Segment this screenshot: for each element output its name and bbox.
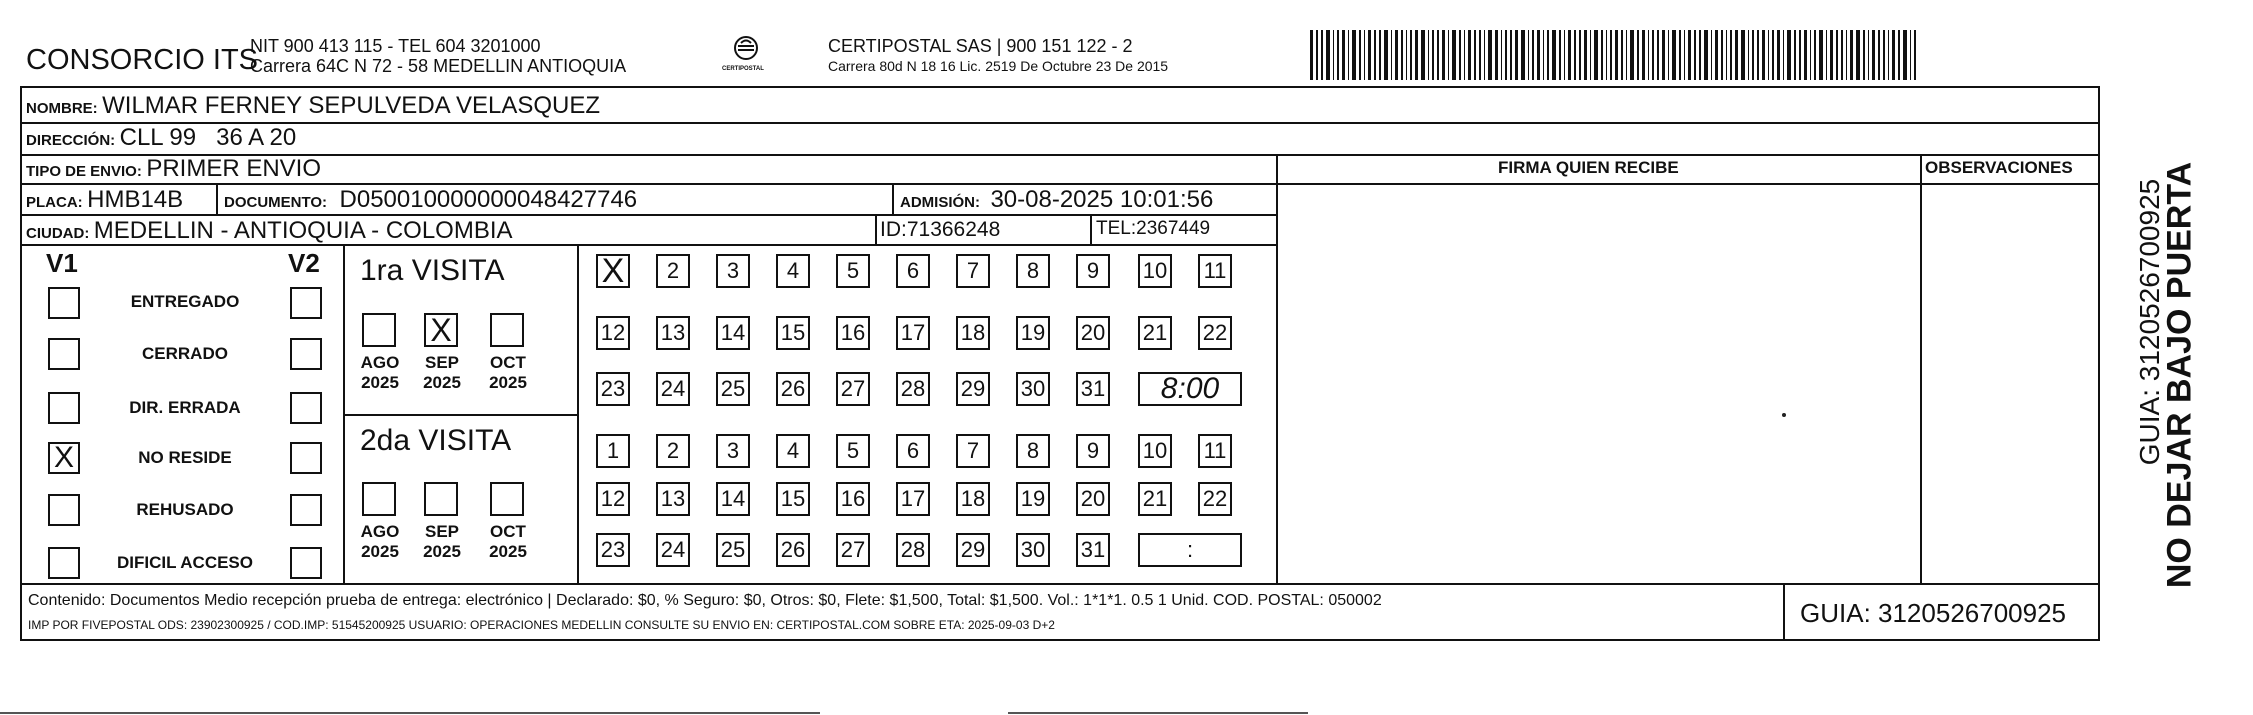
visit2-day-box[interactable]: 5 xyxy=(836,434,870,468)
barcode-bar xyxy=(1601,30,1603,80)
visit1-month-checkbox[interactable] xyxy=(490,313,524,347)
barcode-bar xyxy=(1642,30,1645,80)
logo-caption: CERTIPOSTAL xyxy=(722,66,764,72)
row-divider xyxy=(20,214,1276,216)
barcode-bar xyxy=(1374,30,1376,80)
barcode-bar xyxy=(1459,30,1461,80)
barcode-bar xyxy=(1850,30,1853,80)
barcode-bar xyxy=(1488,30,1492,80)
barcode-bar xyxy=(1626,30,1627,80)
v1-checkbox[interactable] xyxy=(48,494,80,526)
no-dejar-bajo-puerta: NO DEJAR BAJO PUERTA xyxy=(2160,161,2199,589)
observaciones-label: OBSERVACIONES xyxy=(1925,158,2073,177)
visit2-day-box[interactable]: 29 xyxy=(956,533,990,567)
month-year: 2025 xyxy=(423,373,461,392)
barcode xyxy=(1310,30,1940,80)
visit1-month-checkbox[interactable] xyxy=(362,313,396,347)
visit1-day-box[interactable]: 6 xyxy=(896,254,930,288)
visit1-month-label xyxy=(412,353,472,393)
form-frame xyxy=(20,86,2100,641)
visit1-day-box[interactable]: 2 xyxy=(656,254,690,288)
barcode-bar xyxy=(1590,30,1591,80)
barcode-bar xyxy=(1872,30,1875,80)
carrier-name-line: CERTIPOSTAL SAS | 900 151 122 - 2 xyxy=(828,36,1133,56)
barcode-bar xyxy=(1484,30,1485,80)
placa-value: HMB14B xyxy=(87,186,184,213)
barcode-bar xyxy=(1521,30,1525,80)
barcode-bar xyxy=(1428,30,1429,80)
visit2-time-box[interactable]: : xyxy=(1138,533,1242,567)
documento-value: D050010000000048427746 xyxy=(339,186,638,213)
v2-checkbox[interactable] xyxy=(290,442,322,474)
barcode-bar xyxy=(1768,30,1769,80)
visit1-day-box[interactable]: 25 xyxy=(716,372,750,406)
barcode-bar xyxy=(1474,30,1476,80)
barcode-bar xyxy=(1310,30,1313,80)
visit1-day-box[interactable]: 17 xyxy=(896,316,930,350)
visit1-month-label xyxy=(478,353,538,393)
v1-checkbox[interactable]: X xyxy=(48,442,80,474)
visit1-day-box[interactable]: 21 xyxy=(1138,316,1172,350)
visit1-day-box[interactable]: 9 xyxy=(1076,254,1110,288)
v1-checkbox[interactable] xyxy=(48,287,80,319)
barcode-bar xyxy=(1903,30,1907,80)
admision-row xyxy=(900,186,1213,214)
barcode-bar xyxy=(1437,30,1439,80)
barcode-bar xyxy=(1652,30,1654,80)
visit2-day-box[interactable]: 19 xyxy=(1016,482,1050,516)
visit1-day-box[interactable]: 4 xyxy=(776,254,810,288)
id-value: 71366248 xyxy=(906,218,1001,241)
visit1-day-box[interactable]: 28 xyxy=(896,372,930,406)
barcode-bar xyxy=(1564,30,1565,80)
visit1-day-box[interactable]: 14 xyxy=(716,316,750,350)
barcode-bar xyxy=(1352,30,1356,80)
barcode-bar xyxy=(1704,30,1708,80)
barcode-bar xyxy=(1672,30,1676,80)
visit1-title: 1ra VISITA xyxy=(360,254,505,287)
visit2-day-box[interactable]: 23 xyxy=(596,533,630,567)
v1-header: V1 xyxy=(46,248,78,278)
visit2-day-box[interactable]: 20 xyxy=(1076,482,1110,516)
barcode-bar xyxy=(1321,30,1323,80)
tipo-envio-row xyxy=(26,155,321,183)
barcode-bar xyxy=(1415,30,1418,80)
barcode-bar xyxy=(1532,30,1534,80)
visit2-day-box[interactable]: 12 xyxy=(596,482,630,516)
col-divider xyxy=(1783,583,1785,641)
barcode-bar xyxy=(1630,30,1634,80)
ciudad-row xyxy=(26,217,513,245)
barcode-bar xyxy=(1868,30,1869,80)
barcode-bar xyxy=(1495,30,1498,80)
month-name: OCT xyxy=(490,522,526,541)
visit2-day-box[interactable]: 24 xyxy=(656,533,690,567)
visit2-title: 2da VISITA xyxy=(360,424,512,457)
barcode-bar xyxy=(1836,30,1838,80)
visit2-day-box[interactable]: 26 xyxy=(776,533,810,567)
v1-checkbox[interactable] xyxy=(48,392,80,424)
tipo-envio-value: PRIMER ENVIO xyxy=(146,155,322,182)
barcode-bar xyxy=(1804,30,1807,80)
row-divider xyxy=(20,183,2100,185)
barcode-bar xyxy=(1621,30,1623,80)
footer-guia: GUIA: 3120526700925 xyxy=(1800,598,2066,628)
barcode-bar xyxy=(1762,30,1765,80)
col-divider xyxy=(216,183,218,215)
barcode-bar xyxy=(1694,30,1696,80)
visit1-day-box[interactable]: 22 xyxy=(1198,316,1232,350)
barcode-bar xyxy=(1883,30,1885,80)
visit1-day-box[interactable]: X xyxy=(596,254,630,288)
visit2-month-checkbox[interactable] xyxy=(424,482,458,516)
visit2-day-box[interactable]: 25 xyxy=(716,533,750,567)
company-address-line: Carrera 64C N 72 - 58 MEDELLIN ANTIOQUIA xyxy=(250,56,627,76)
barcode-bar xyxy=(1814,30,1816,80)
visit1-day-box[interactable]: 18 xyxy=(956,316,990,350)
status-label: DIR. ERRADA xyxy=(129,398,241,417)
visit2-day-box[interactable]: 31 xyxy=(1076,533,1110,567)
barcode-bar xyxy=(1348,30,1349,80)
barcode-bar xyxy=(1479,30,1481,80)
visit2-day-box[interactable]: 28 xyxy=(896,533,930,567)
visit2-day-box[interactable]: 16 xyxy=(836,482,870,516)
v2-checkbox[interactable] xyxy=(290,494,322,526)
barcode-bar xyxy=(1898,30,1900,80)
visit2-day-box[interactable]: 7 xyxy=(956,434,990,468)
barcode-bar xyxy=(1579,30,1581,80)
nombre-row xyxy=(26,92,600,120)
barcode-bar xyxy=(1368,30,1371,80)
visit2-day-box[interactable]: 18 xyxy=(956,482,990,516)
barcode-bar xyxy=(1863,30,1865,80)
barcode-bar xyxy=(1594,30,1598,80)
barcode-bar xyxy=(1452,30,1456,80)
barcode-bar xyxy=(1584,30,1587,80)
col-divider xyxy=(1276,154,1278,584)
v1-checkbox[interactable] xyxy=(48,338,80,370)
barcode-bar xyxy=(1395,30,1398,80)
visit1-day-box[interactable]: 3 xyxy=(716,254,750,288)
visit1-day-box[interactable]: 11 xyxy=(1198,254,1232,288)
barcode-bar xyxy=(1610,30,1612,80)
month-name: AGO xyxy=(360,353,400,372)
month-year: 2025 xyxy=(489,373,527,392)
v2-checkbox[interactable] xyxy=(290,547,322,579)
barcode-bar xyxy=(1316,30,1318,80)
barcode-bar xyxy=(1391,30,1392,80)
visit2-day-box[interactable]: 11 xyxy=(1198,434,1232,468)
barcode-bar xyxy=(1442,30,1445,80)
barcode-bar xyxy=(1432,30,1434,80)
col-divider xyxy=(875,214,877,245)
visit1-day-box[interactable]: 15 xyxy=(776,316,810,350)
barcode-bar xyxy=(1515,30,1518,80)
month-name: AGO xyxy=(360,522,400,541)
visit2-day-box[interactable]: 22 xyxy=(1198,482,1232,516)
barcode-bar xyxy=(1856,30,1860,80)
documento-row xyxy=(224,186,637,214)
visit1-month-label xyxy=(350,353,410,393)
visit1-day-box[interactable]: 26 xyxy=(776,372,810,406)
barcode-bar xyxy=(1615,30,1618,80)
barcode-bar xyxy=(1735,30,1738,80)
row-divider xyxy=(20,583,2100,585)
visit1-day-box[interactable]: 8 xyxy=(1016,254,1050,288)
barcode-bar xyxy=(1510,30,1512,80)
direccion-label: DIRECCIÓN: xyxy=(26,132,116,149)
barcode-bar xyxy=(1364,30,1365,80)
barcode-bar xyxy=(1421,30,1425,80)
barcode-bar xyxy=(1684,30,1685,80)
barcode-bar xyxy=(1359,30,1361,80)
visit2-day-box[interactable]: 27 xyxy=(836,533,870,567)
barcode-bar xyxy=(1888,30,1889,80)
placa-label: PLACA: xyxy=(26,194,83,211)
barcode-bar xyxy=(1892,30,1895,80)
barcode-bar xyxy=(1333,30,1334,80)
scan-line xyxy=(0,712,820,714)
visit1-day-box[interactable]: 23 xyxy=(596,372,630,406)
v1-checkbox[interactable] xyxy=(48,547,80,579)
ciudad-value: MEDELLIN - ANTIOQUIA - COLOMBIA xyxy=(93,217,513,244)
visit-divider xyxy=(343,414,578,416)
tel-label: TEL: xyxy=(1096,218,1137,239)
barcode-bar xyxy=(1878,30,1880,80)
visit1-time-box[interactable]: 8:00 xyxy=(1138,372,1242,406)
barcode-bar xyxy=(1574,30,1576,80)
status-label: REHUSADO xyxy=(136,500,234,519)
barcode-bar xyxy=(1662,30,1665,80)
v2-header: V2 xyxy=(288,248,320,278)
visit1-day-box[interactable]: 13 xyxy=(656,316,690,350)
barcode-bar xyxy=(1501,30,1502,80)
visit2-day-box[interactable]: 1 xyxy=(596,434,630,468)
barcode-bar xyxy=(1559,30,1561,80)
barcode-bar xyxy=(1830,30,1833,80)
admision-value: 30-08-2025 10:01:56 xyxy=(990,186,1214,213)
barcode-bar xyxy=(1910,30,1911,80)
visit2-day-box[interactable]: 9 xyxy=(1076,434,1110,468)
visit1-day-box[interactable]: 5 xyxy=(836,254,870,288)
barcode-bar xyxy=(1711,30,1712,80)
nombre-label: NOMBRE: xyxy=(26,100,98,117)
visit2-month-label xyxy=(350,522,410,562)
barcode-bar xyxy=(1384,30,1388,80)
visit2-month-checkbox[interactable] xyxy=(362,482,396,516)
id-label: ID: xyxy=(880,218,907,241)
side-guia: GUIA: 3120526700925 xyxy=(2134,178,2165,466)
v2-checkbox[interactable] xyxy=(290,287,322,319)
barcode-bar xyxy=(1668,30,1669,80)
firma-label: FIRMA QUIEN RECIBE xyxy=(1498,158,1679,177)
barcode-bar xyxy=(1826,30,1827,80)
month-name: SEP xyxy=(424,353,460,372)
v2-checkbox[interactable] xyxy=(290,392,322,424)
visit2-day-box[interactable]: 21 xyxy=(1138,482,1172,516)
barcode-bar xyxy=(1772,30,1774,80)
visit1-day-box[interactable]: 27 xyxy=(836,372,870,406)
barcode-bar xyxy=(1448,30,1449,80)
tel-value: 2367449 xyxy=(1136,218,1211,239)
visit2-day-box[interactable]: 14 xyxy=(716,482,750,516)
barcode-bar xyxy=(1787,30,1791,80)
barcode-bar xyxy=(1741,30,1745,80)
barcode-bar xyxy=(1846,30,1847,80)
v2-checkbox[interactable] xyxy=(290,338,322,370)
barcode-bar xyxy=(1528,30,1529,80)
barcode-bar xyxy=(1537,30,1540,80)
visit1-day-box[interactable]: 7 xyxy=(956,254,990,288)
direccion-value: CLL 99 36 A 20 xyxy=(119,124,297,151)
visit1-day-box[interactable]: 16 xyxy=(836,316,870,350)
barcode-bar xyxy=(1794,30,1796,80)
barcode-bar xyxy=(1777,30,1780,80)
carrier-license-line: Carrera 80d N 18 16 Lic. 2519 De Octubre 23 De 2015 xyxy=(828,58,1169,74)
visit2-day-box[interactable]: 8 xyxy=(1016,434,1050,468)
barcode-bar xyxy=(1406,30,1407,80)
visit2-day-box[interactable]: 6 xyxy=(896,434,930,468)
barcode-bar xyxy=(1337,30,1339,80)
month-year: 2025 xyxy=(423,542,461,561)
col-divider xyxy=(1090,214,1092,245)
visit2-day-box[interactable]: 15 xyxy=(776,482,810,516)
barcode-bar xyxy=(1721,30,1723,80)
barcode-bar xyxy=(1543,30,1544,80)
status-label: NO RESIDE xyxy=(138,448,232,467)
footer-contents: Contenido: Documentos Medio recepción prueba de entrega: electrónico | Declarado: $0, % Seguro: $0, Otros: $0, Flete: $1,500, Total: $1,500. Vol.: 1*1*1. 0.5 1 Unid. COD. POSTAL: 050002 xyxy=(28,592,1382,609)
barcode-bar xyxy=(1799,30,1801,80)
barcode-bar xyxy=(1326,30,1330,80)
barcode-bar xyxy=(1410,30,1412,80)
barcode-bar xyxy=(1379,30,1381,80)
visit1-day-box[interactable]: 24 xyxy=(656,372,690,406)
visit2-month-label xyxy=(412,522,472,562)
barcode-bar xyxy=(1342,30,1345,80)
month-year: 2025 xyxy=(361,542,399,561)
placa-row xyxy=(26,186,183,214)
barcode-bar xyxy=(1637,30,1639,80)
barcode-bar xyxy=(1552,30,1556,80)
barcode-bar xyxy=(1464,30,1465,80)
company-nit-line: NIT 900 413 115 - TEL 604 3201000 xyxy=(250,36,541,56)
ciudad-label: CIUDAD: xyxy=(26,225,90,242)
barcode-bar xyxy=(1726,30,1727,80)
row-divider xyxy=(20,154,2100,156)
barcode-bar xyxy=(1715,30,1718,80)
status-label: ENTREGADO xyxy=(130,292,240,311)
visit2-day-box[interactable]: 30 xyxy=(1016,533,1050,567)
month-name: OCT xyxy=(490,353,526,372)
barcode-bar xyxy=(1752,30,1754,80)
status-label: DIFICIL ACCESO xyxy=(116,553,253,572)
visit2-month-checkbox[interactable] xyxy=(490,482,524,516)
visit1-day-box[interactable]: 12 xyxy=(596,316,630,350)
barcode-bar xyxy=(1657,30,1659,80)
month-year: 2025 xyxy=(361,373,399,392)
barcode-bar xyxy=(1783,30,1784,80)
barcode-bar xyxy=(1748,30,1749,80)
visit1-day-box[interactable]: 31 xyxy=(1076,372,1110,406)
documento-label: DOCUMENTO: xyxy=(224,194,328,211)
barcode-bar xyxy=(1914,30,1916,80)
barcode-bar xyxy=(1841,30,1843,80)
barcode-bar xyxy=(1679,30,1681,80)
id-row xyxy=(880,218,1000,242)
barcode-bar xyxy=(1730,30,1732,80)
admision-label: ADMISIÓN: xyxy=(900,194,980,211)
barcode-bar xyxy=(1757,30,1759,80)
barcode-bar xyxy=(1810,30,1811,80)
tel-row xyxy=(1096,218,1210,240)
nombre-value: WILMAR FERNEY SEPULVEDA VELASQUEZ xyxy=(102,92,601,119)
tipo-envio-label: TIPO DE ENVIO: xyxy=(26,163,142,180)
barcode-bar xyxy=(1568,30,1571,80)
status-label: CERRADO xyxy=(142,344,228,363)
barcode-bar xyxy=(1505,30,1507,80)
visit2-day-box[interactable]: 2 xyxy=(656,434,690,468)
visit1-day-box[interactable]: 19 xyxy=(1016,316,1050,350)
barcode-bar xyxy=(1648,30,1649,80)
col-divider xyxy=(1920,154,1922,584)
visit1-day-box[interactable]: 20 xyxy=(1076,316,1110,350)
visit1-day-box[interactable]: 29 xyxy=(956,372,990,406)
direccion-row xyxy=(26,124,296,152)
barcode-bar xyxy=(1401,30,1403,80)
visit2-day-box[interactable]: 3 xyxy=(716,434,750,468)
month-name: SEP xyxy=(424,522,460,541)
barcode-bar xyxy=(1468,30,1471,80)
row-divider xyxy=(20,122,2100,124)
logo-emblem-icon xyxy=(726,34,766,68)
scan-line xyxy=(1008,712,1308,714)
company-name: CONSORCIO ITS xyxy=(26,44,259,76)
visit2-day-box[interactable]: 13 xyxy=(656,482,690,516)
footer-print-info: IMP POR FIVEPOSTAL ODS: 23902300925 / COD.IMP: 51545200925 USUARIO: OPERACIONES MEDELLIN CONSULTE SU ENVIO EN: CERTIPOSTAL.COM SOBRE ETA: 2025-09-03 D+2 xyxy=(28,618,1055,632)
visit2-day-box[interactable]: 4 xyxy=(776,434,810,468)
visit1-day-box[interactable]: 30 xyxy=(1016,372,1050,406)
barcode-bar xyxy=(1547,30,1549,80)
visit2-day-box[interactable]: 17 xyxy=(896,482,930,516)
visit1-month-checkbox[interactable]: X xyxy=(424,313,458,347)
visit2-day-box[interactable]: 10 xyxy=(1138,434,1172,468)
barcode-bar xyxy=(1688,30,1691,80)
col-divider xyxy=(892,183,894,215)
barcode-bar xyxy=(1699,30,1701,80)
barcode-bar xyxy=(1606,30,1607,80)
month-year: 2025 xyxy=(489,542,527,561)
visit2-month-label xyxy=(478,522,538,562)
ink-dot xyxy=(1782,413,1786,417)
barcode-bar xyxy=(1819,30,1823,80)
visit1-day-box[interactable]: 10 xyxy=(1138,254,1172,288)
